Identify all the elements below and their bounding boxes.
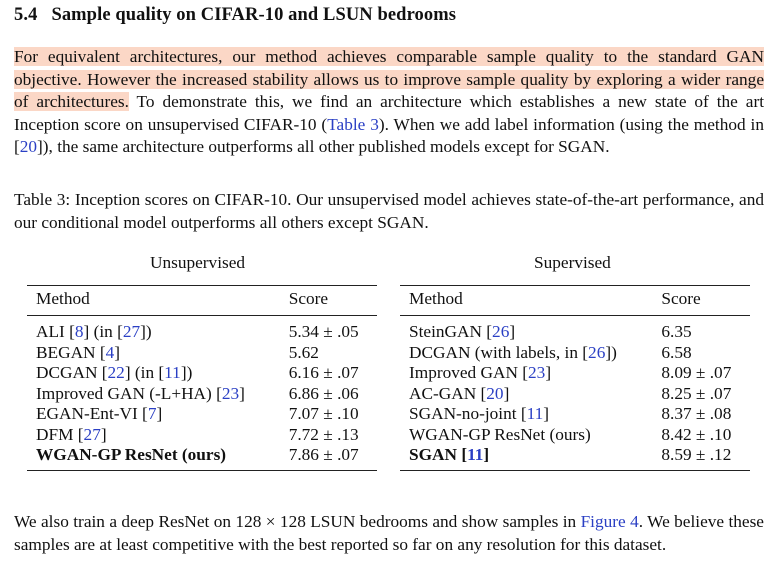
highlighted-text: For equivalent architectures, our method achieves comparable sample quality to the standard GAN objective. However the increased stability allows us to improve sample quality by exploring a wider range of architectures. [14,47,764,111]
table-row [27,384,377,405]
score-cell: 8.37 ± .08 [661,404,732,423]
method-text: SteinGAN [ [409,322,493,341]
method-cell [400,384,652,405]
score-cell: 7.86 ± .07 [288,445,359,464]
method-cell [27,316,280,343]
table-3-link[interactable]: Table 3 [327,114,379,134]
score-cell: 6.35 [661,322,692,341]
score-cell: 6.86 ± .06 [288,383,359,403]
column-header-score: Score [288,289,329,308]
citation-link[interactable]: 22 [107,363,125,382]
method-cell [400,404,652,425]
method-text: SGAN [ [409,445,468,464]
citation-link[interactable]: 20 [19,137,38,156]
paragraph-text: To demonstrate this, we find an architecture which establishes a new state of the art Inception score on unsupervised CIFAR-10 ( [14,92,764,134]
method-text: WGAN-GP ResNet (ours) [36,445,227,464]
method-text: ] (in [ [124,363,165,382]
method-text: ] [503,383,510,403]
table-row [27,316,377,343]
score-cell: 8.09 ± .07 [661,363,732,382]
method-text: EGAN-Ent-VI [ [36,404,148,423]
citation-link[interactable]: 8 [74,322,84,341]
method-text: ]) [605,342,617,362]
table-caption: Table 3: Inception scores on CIFAR-10. Our unsupervised model achieves state-of-the-art performance, and our conditional model outperforms all others except SGAN. [14,190,764,232]
score-cell: 6.58 [661,342,692,362]
citation-link[interactable]: 26 [492,322,510,341]
citation-link[interactable]: 26 [588,342,606,362]
method-cell [27,363,280,384]
figure-4-link[interactable]: Figure 4 [580,512,639,531]
unsupervised-table [27,285,377,471]
method-text: Improved GAN [ [409,363,529,382]
method-text: WGAN-GP ResNet (ours) [409,424,591,444]
score-cell: 5.62 [288,342,319,362]
score-cell: 8.42 ± .10 [661,424,732,444]
method-cell [400,363,652,384]
method-text: DCGAN (with labels, in [ [409,342,589,362]
method-text: ]) [180,363,193,382]
score-cell: 6.16 ± .07 [288,363,359,382]
citation-link[interactable]: 23 [528,363,546,382]
column-header-method: Method [36,289,90,308]
score-cell: 8.25 ± .07 [661,383,732,403]
method-text: DCGAN [ [36,363,108,382]
table-row [400,363,750,384]
paragraph-intro [14,46,764,159]
method-cell [400,425,652,446]
column-header-score: Score [661,289,701,308]
table-row [27,363,377,384]
method-text: ] [114,342,121,362]
column-header-method: Method [409,289,463,308]
citation-link[interactable]: 11 [467,445,484,464]
method-cell [27,445,280,470]
paragraph-text: We also train a deep ResNet on 128 × 128 LSUN bedrooms and show samples in [14,512,581,531]
citation-link[interactable]: 4 [105,342,115,362]
method-text: ] [239,383,245,403]
method-text: BEGAN [ [36,342,106,362]
citation-link[interactable]: 11 [164,363,181,382]
method-text: ] [100,424,107,444]
method-text: ALI [ [36,322,75,341]
citation-link[interactable]: 27 [122,322,141,341]
citation-link[interactable]: 23 [221,383,240,403]
paragraph-text: ]), the same architecture outperforms all other published models except for SGAN. [37,137,610,156]
table-row [400,445,750,470]
score-cell: 7.72 ± .13 [288,424,359,444]
method-cell [400,445,652,470]
method-text: DFM [ [36,424,84,444]
supervised-title: Supervised [534,253,611,272]
method-text: ] [545,363,552,382]
paragraph-text: . We believe these samples are at least competitive with the best reported so far on any resolution for this dataset. [14,512,764,554]
score-cell: 5.34 ± .05 [288,322,359,341]
table-row [27,404,377,425]
score-cell: 7.07 ± .10 [288,404,359,423]
method-text: SGAN-no-joint [ [409,404,527,423]
citation-link[interactable]: 7 [147,404,157,423]
method-text: ] [543,404,550,423]
method-cell [400,343,652,364]
table-row [400,384,750,405]
method-text: Improved GAN (-L+HA) [ [36,383,222,403]
table-row [400,316,750,343]
citation-link[interactable]: 11 [526,404,544,423]
supervised-table [400,285,750,471]
method-cell [27,384,280,405]
method-cell [27,404,280,425]
section-number: 5.4 [14,5,38,25]
method-cell [27,343,280,364]
table-row [27,343,377,364]
table-row [400,343,750,364]
method-text: ] [156,404,163,423]
table-row [27,445,377,470]
paragraph-text: ). When we add label information (using the method in [ [14,114,765,156]
method-text: ] (in [ [83,322,123,341]
score-cell: 8.59 ± .12 [661,445,732,464]
table-row [27,425,377,446]
citation-link[interactable]: 20 [486,383,504,403]
paragraph-lsun [14,511,764,556]
unsupervised-title: Unsupervised [150,253,246,272]
citation-link[interactable]: 27 [83,424,101,444]
section-heading [14,5,456,26]
method-text: ]) [140,322,152,341]
section-title: Sample quality on CIFAR-10 and LSUN bedrooms [51,5,457,25]
table-row [400,404,750,425]
table-row [400,425,750,446]
method-cell [27,425,280,446]
method-text: AC-GAN [ [409,383,487,403]
method-cell [400,316,652,343]
method-text: ] [483,445,490,464]
method-text: ] [509,322,516,341]
